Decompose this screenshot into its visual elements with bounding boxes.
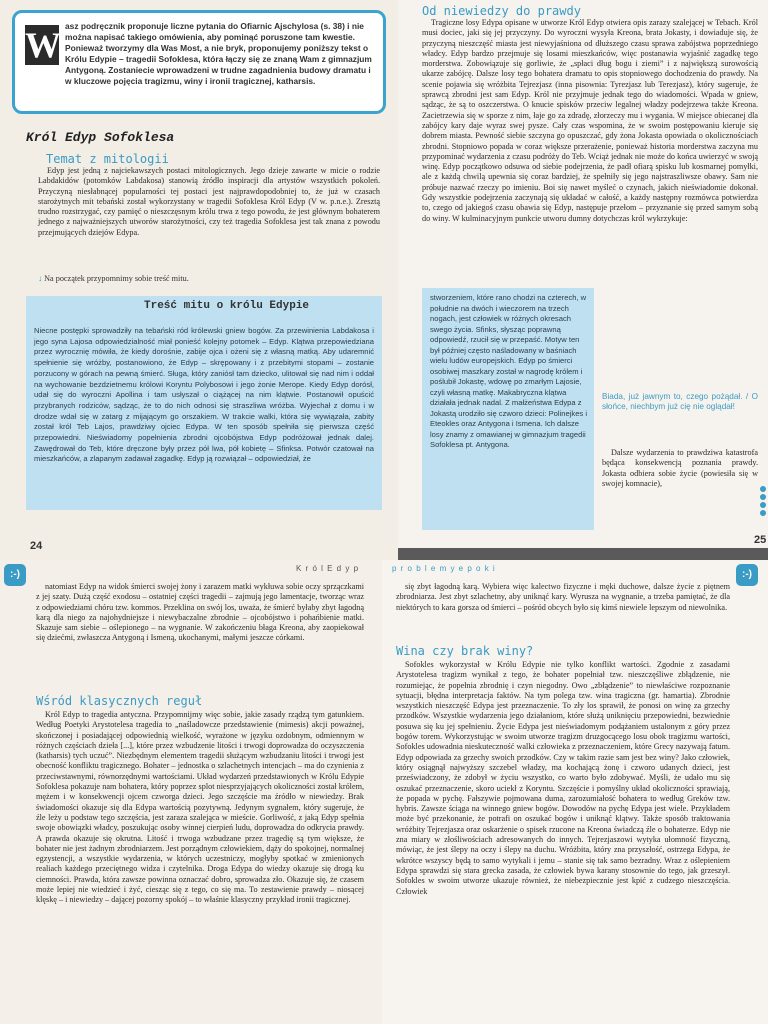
- body-rules: Król Edyp to tragedia antyczna. Przypomnijmy więc sobie, jakie zasady rządzą tym gatunkiem. Według Poetyki Arystotelesa tragedia to „naśladowcze przedstawienie (mimesis) akcji poważnej, skończonej i posiadającej odpowiednią wielkość, wyrażone w języku ozdobnym, odmiennym w różnych częściach dzieła [...], które przez wzbudzenie litości i trwogi doprowadza do oczyszczenia (katharsis) tych uczuć”. Niezbędnym elementem tragedii służącym wzbudzaniu litości i trwogi jest obecność konfliktu tragicznego. Bohater – jednostka o szlachetnych intencjach – ma do czynienia z przeciwstawnymi, równorzędnymi wartościami. Układ wydarzeń przedstawionych w Królu Edypie Sofoklesa pokazuje nam bohatera, który poprzez splot niesprzyjających okoliczności został królem, mężem i w konsekwencji ojcem czworga dzieci. Jego szczęście ma źródło w niewiedzy. Brak świadomości okazuje się dla Edypa wartością pozytywną. Jedynym sygnałem, który sugeruje, że źle leży u podstaw tego szczęścia, jest zaraza szalejąca w mieście. Gorliwość, z jaką Edyp spełnia swoje obowiązki władcy, poszukując osoby winnej cierpień ludu, doprowadza do odkrycia prawdy. A prawda okazuje się okrutna. Litość i trwoga wzbudzane przez tragedię są tym większe, że bohater nie jest żadnym zbrodniarzem. Jest porządnym człowiekiem, dąży do spokojnej, normalnej egzystencji, a wszystkie wydarzenia, w których uczestniczy, mogłyby spotkać w zmienionych realiach każdego przeciętnego widza i czytelnika. Droga Edypa do wiedzy okazuje się drogą ku ciemności. Prawda, która zawsze powinna oznaczać dobro, sprowadza zło. Okazuje się, że czasem może lepiej nie wiedzieć i żyć, ciesząc się z tego, co się ma. To zestawienie prawdy – niosącej klęskę – i niewiedzy – dającej pozorny spokój – to właśnie klasyczny przykład ironii tragicznej.: [36, 710, 364, 905]
- body-truth: Tragiczne losy Edypa opisane w utworze Król Edyp otwiera opis zarazy szalejącej w Tebach. Król musi dociec, jaki się jej przyczyny. Do wyroczni wysyła Kreona, brata Jokasty, i dowiaduje się, że przyczyną nieszczęść miasta jest niewyjaśniona od dłuższego czasu sprawa zabójstwa poprzedniego władcy. Edyp bardzo przejmuje się losami mieszkańców, więc postanawia wyjaśnić zagadkę tego morderstwa. Zobowiązuje się gorliwie, że „spłaci dług bogu i ziemi” i z największą surowością ukarze zabójcę. Dalsze losy tego bohatera dramatu to opis stopniowego dochodzenia do prawdy. Na scenie pojawia się wróżbita Tejrezjasz (inna pisownia: Tyrezjasz lub Terezjasz), który sugeruje, że sprawcą zbrodni jest sam Edyp. Król nie przyjmuje jednak tego do wiadomości. Wpada w gniew, sądząc, że są to oszczerstwa. O knucie spisków przeciw legalnej władzy podejrzewa także Kreona. Zacietrzewia się w sporze z nim, łaje go za zdradę, złorzeczy mu i wygania. W miejsce obiecanej dla zabójcy kary daje wyraz swej pysze. Cały czas wspomina, że w swoim postępowaniu kieruje się dobrem miasta. Pewność siebie szczyna go opuszczać, gdy żona Jokasta opowiada o okolicznościach zbrodni. Stopniowo popada w coraz większe przerażenie, ponieważ historia morderstwa zaczyna mu przypominać wydarzenia z czasu podróży do Teb. Wciąż jednak nie może do końca uwierzyć w swoją winę. Edyp początkowo odsuwa od siebie podejrzenia, że padł ofiarą spisku lub kosmarnej pomyłki, ale z każdą chwilą upewnia się coraz bardziej, że spełniły się jego najstraszliwsze obawy. Sam nie próbuje nazwać rzeczy po imieniu. Boi się nawet myśleć o czynach, jakich nieświadomie dokonał. Gdy wszystkie podejrzenia zaczynają się układać w całość, a każdy następny rozmówca potwierdza to, czego od jakiegoś czasu obawia się Edyp, następuje przełom – przyznanie się przed samym sobą do winy. W kulminacyjnym punkcie utworu dumny dotychczas król wykrzykuje:: [422, 18, 758, 223]
- running-header: p r o b l e m y e p o k i: [392, 564, 496, 573]
- body-punishment: się zbyt łagodną karą. Wybiera więc kalectwo fizyczne i męki duchowe, dalsze życie z piętnem zbrodniarza. Jest zbyt szlachetny, aby uniknąć kary. Wyrusza na wygnanie, a trzeba pamiętać, że dla niektórych to kara gorsza od śmierci – pośród obcych było się kimś niewiele lepszym od niewolnika.: [396, 582, 730, 612]
- page-26: [0, 560, 382, 1024]
- myth-box-continued-text: stworzeniem, które rano chodzi na czterech, w południe na dwóch i wieczorem na trzech nogach, jest człowiek w różnych okresach swego życia. Sfinks, słysząc poprawną odpowiedź, rzucił się w przepaść. Motyw ten był później często naśladowany w baśniach wielu ludów europejskich. Edyp po śmierci osobiwej maszkary został w nagrodę królem i poślubił Jokastę, wdowę po zmarłym Lajosie, czyli własną matkę. Makabryczna klątwa działała jednak nadal. Z małżeństwa Edypa z Jokastą urodziło się czworo dzieci: Polinejkes i Eteokles oraz Antygona i Ismena. Ich dalsze losy znamy z omawianej w gimnazjum tragedii Sofoklesa pt. Antygona.: [430, 293, 588, 449]
- drop-cap: W: [25, 25, 61, 65]
- heading-truth: Od niewiedzy do prawdy: [422, 4, 581, 18]
- decorative-dots: [754, 484, 768, 524]
- page-27: [382, 560, 768, 1024]
- body-guilt: Sofokles wykorzystał w Królu Edypie nie tylko konflikt wartości. Zgodnie z zasadami Arystotelesa tragizm wynikał z tego, że bohater popełniał tzw. nieszczęśliwe zbłądzenie, nie rozumiejąc, że popełnia zbrodnię i czyn niegodny. Owo „zbłądzenie” to niewłaściwe rozpoznanie sytuacji, błędna interpretacja faktów. Na tym polega tzw. wina tragiczna (gr. hamartia). Zbrodnie wszystkich nieszczęść Edypa jest przeznaczenie. To zły los sprawił, że ponosi on winę za grzechy przodków. Wszystkie wydarzenia jego działaniom, które służą uniknięciu przepowiedni, bezwiednie posuwa się ku jej spełnieniu. Życie Edypa jest nieświadomym podążaniem ustalonym z góry przez bogów torem. Wykorzystując w swoim utworze tragizm druzgocącego losu obok tragizmu wartości, Sofokles udowadnia nieskuteczność walki człowieka z przeznaczeniem, które Grecy nazywają fatum. Edyp odpowiada za grzechy swoich przodków. Czy w takim razie sam jest bez winy? Jako człowiek, który osiągnął najwyższy szczebel władzy, ma kochającą żonę i czworo udanych dzieci, jest przeświadczony, że zdobył w życiu wszystko, co warto było zdobywać. Myśli, że udało mu się oszukać przeznaczenie, skoro uciekł z Koryntu. Szczęście i pomyślny układ okoliczności sprawiają, że popada w pychę. Fałszywie pojmowana duma, zarozumiałość bohatera to według Greków tzw. hybris. Zawsze ściąga na winnego gniew bogów. Dowodów na pychę Edypa jest wiele. Przykładem może być przekonanie, że potrafi on oszukać bogów i uniknąć klątwy. Także sposób traktowania wróżbity Tejrezjasza oraz oskarżenie o spisek rzucone na Kreona świadczą źle o bohaterze. Edyp nie zna miary w złośliwościach adresowanych do innych. Tejrezjaszowi wytyka ułomność fizyczną, mówiąc, że jest ślepy na oczy i ślepy na duchu. Wróżbita, który zna przyszłość, ostrzega Edypa, że wkrótce wszyscy będą to samo wytykali i jemu – stanie się tak samo bezradny. Wraz z oślepieniem Edypa sprawdzi się stara grecka zasada, że człowiek bywa karany stosownie do tego, jak grzeszył. Sofokles w swoim utworze ukazuje również, że niebezpiecznie jest kpić z cudzego nieszczęścia. Człowiek: [396, 660, 730, 896]
- quote: Biada, już jawnym to, czego pożądał. / O słońce, niechbym już cię nie oglądał!: [602, 392, 758, 412]
- body-mythology: Edyp jest jedną z najciekawszych postaci mitologicznych. Jego dzieje zawarte w micie o rodzie Labdakidów (potomków Labdakosa) stanowią źródło inspiracji dla artystów wszystkich pokoleń. Przyczyną niesłabnącej popularności tej postaci jest najprawdopodobniej to, że już w czasach starożytnych mit tebański został wykorzystany w tragedii Sofoklesa Król Edyp (V w. p.n.e.). Zresztą trudno rozstrzygać, czy pamięć o nieszczęsnym królu trwa z tego powodu, że jest głównym bohaterem jednego z najważniejszych utworów starożytności, czy też tragedia Sofoklesa jest tak znana z powodu przejmujących dziejów Edypa.: [38, 166, 380, 237]
- link-line[interactable]: ↓ Na początek przypomnimy sobie treść mitu.: [38, 274, 189, 283]
- heading-rules: Wśród klasycznych reguł: [36, 694, 203, 708]
- myth-box-text: Niecne postępki sprowadziły na tebański ród królewski gniew bogów. Za przewinienia Labdakosa i jego syna Lajosa odpowiedzialność miał ponieść kolejny potomek – Edyp. Klątwa przepowiedziana przez wyrocznię mówiła, że kiedy dorośnie, zabije ojca i ożeni się z własną matką. Aby udaremnić spełnienie się wróżby, postanowiono, że Edyp – skrępowany i z przebitymi stopami – zostanie porzucony w górach na pewną śmierć. Sługa, który zaniósł tam dziecko, ulitował się nad nim i oddał na wychowanie bezdzietnemu królowi Koryntu Polybosowi i jego żonie Merope. Kiedy Edyp dorósł, udał się do wyroczni Apollina i tam usłyszał o ciążącej na nim klątwie. Postanowił opuścić przybranych rodziców, sądząc, że to do nich odnosi się straszliwa wróżba. Wyjechał z domu i w drodze wdał się w zatarg z mijającym go orszakiem. W trakcie walki, która się wywiązała, zabity został król Teb Lajos, prawdziwy ojciec Edypa. W ten sposób spełniła się pierwsza część przepowiedni. Nieświadomy popełnienia zbrodni ojcobójstwa Edyp podróżował jednak dalej. Zawędrował do Teb, które dręczone były przez pół lwa, pół kobietę – Sfinksa. Potwór czatował na mieszkańców, a zlapanym zadawał zagadkę. Edyp ją rozwiązał – odpowiedział, że: [34, 326, 374, 464]
- smiley-tab-icon: :-): [4, 564, 26, 586]
- intro-callout: [12, 10, 386, 114]
- callout-text: asz podręcznik proponuje liczne pytania do Ofiarnic Ajschylosa (s. 38) i nie można napisać takiego omówienia, aby pominąć poruszone tam kwestie. Ponieważ tworzymy dla Was Most, a nie bryk, proponujemy poniższy tekst o Królu Edypie – tragedii Sofoklesa, która łączy się ze znaną Wam z gimnazjum Antygoną. Zostaniecie wprowadzeni w trudne zagadnienia budowy dramatu i w kluczowe pojęcia tragizmu, winy i ironii tragicznej, katharsis.: [65, 21, 372, 86]
- page-number-24: 24: [30, 540, 43, 552]
- page-24: [0, 0, 398, 562]
- body-end: Dalsze wydarzenia to prawdziwa katastrofa będąca konsekwencją poznania prawdy. Jokasta odbiera sobie życie (powiesiła się w swojej komnacie),: [602, 448, 758, 488]
- heading-guilt: Wina czy brak winy?: [396, 644, 534, 658]
- smiley-tab-icon: :-): [736, 564, 758, 586]
- section-title: Król Edyp Sofoklesa: [26, 130, 175, 145]
- myth-box: [26, 296, 382, 510]
- heading-mythology: Temat z mitologii: [46, 152, 169, 166]
- arrow-down-icon: ↓: [38, 274, 43, 283]
- page-number-25: 25: [754, 534, 767, 546]
- myth-box-title: Treść mitu o królu Edypie: [144, 300, 310, 312]
- body-exodos: natomiast Edyp na widok śmierci swojej żony i zarazem matki wykłuwa sobie oczy sprzączkami z jej szaty. Dużą część exodosu – ostatniej części tragedii – zajmują jego lamentacje, tworząc wraz z odpowiedziami chóru tzw. kommos. Przeklina on swój los, uważa, że śmierć byłaby zbyt łagodną karą dla niego za najohydniejsze i niewybaczalne zbrodnie – ojcobójstwo i pohańbienie matki. Skazuje sam siebie – oślepionego – na wygnanie. W zakończeniu błaga Kreona, aby zaopiekował się dziećmi, zwłaszcza Antygoną i Ismeną, ukochanymi, małymi jeszcze córkami.: [36, 582, 364, 643]
- page-25: [398, 0, 768, 548]
- myth-box-continued: [422, 288, 594, 530]
- running-header: K r ó l E d y p: [296, 564, 360, 573]
